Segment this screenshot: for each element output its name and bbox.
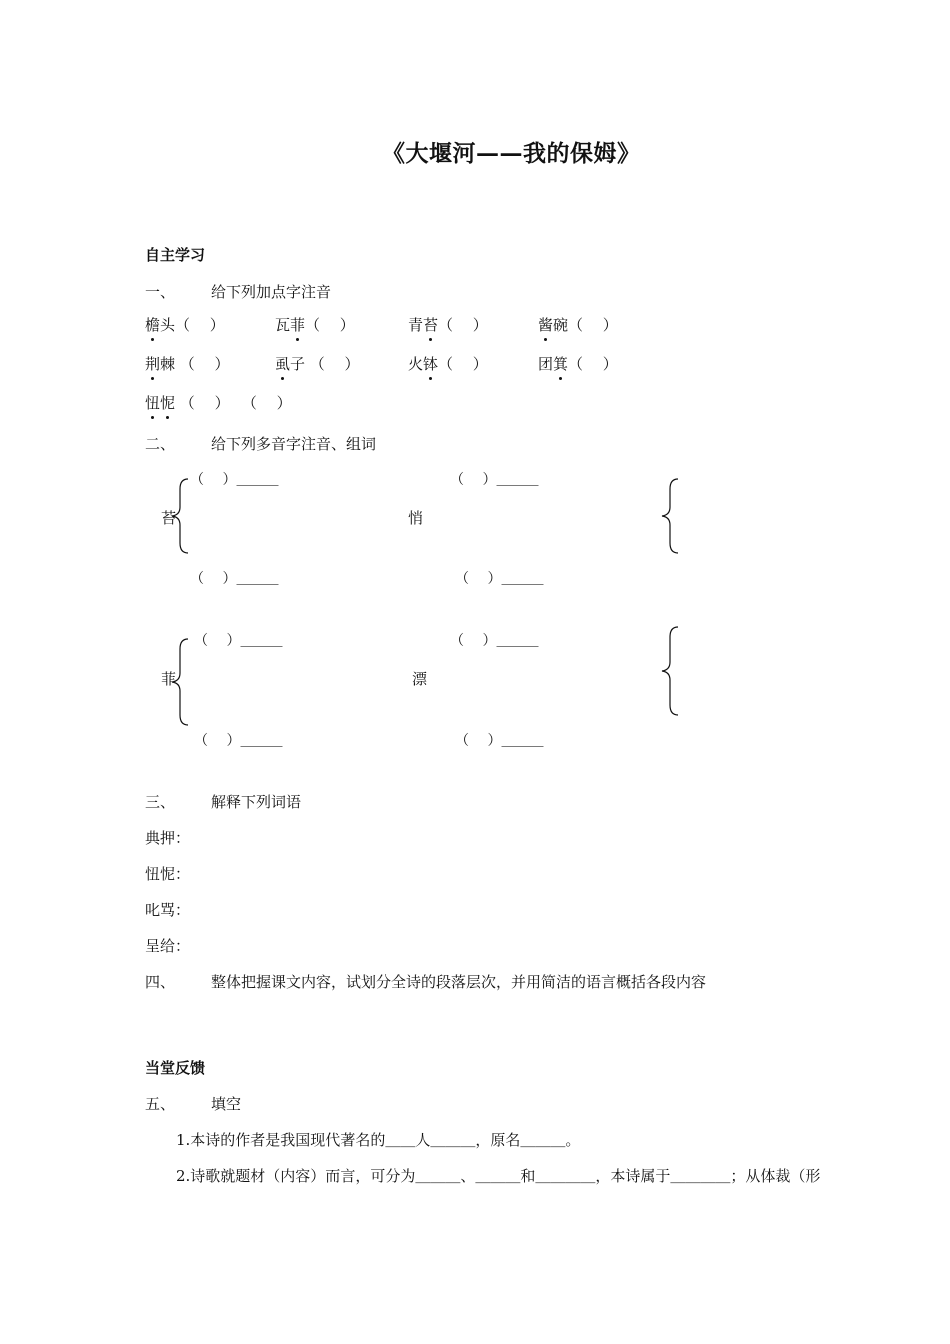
pinyin-item: 荆棘 （ ） [145,355,230,373]
reading-blank: （ ）＿＿＿ [455,733,544,749]
reading-blank: （ ）＿＿＿ [194,633,283,649]
reading-blank: （ ）＿＿＿ [190,571,279,587]
left-brace [658,625,682,717]
question-number: 二、 [145,435,176,453]
question-text: 整体把握课文内容，试划分全诗的段落层次，并用简洁的语言概括各段内容 [211,973,707,991]
reading-blank: （ ）＿＿＿ [450,633,539,649]
pinyin-item: 团箕（ ） [538,355,618,373]
section-heading-self-study: 自主学习 [145,246,206,264]
pinyin-item: 忸怩 （ ） （ ） [145,394,292,412]
polyphonic-char: 菲 [161,670,177,688]
reading-blank: （ ）＿＿＿ [455,571,544,587]
pinyin-item: 青苔（ ） [408,316,488,334]
polyphonic-char: 悄 [408,509,424,527]
pinyin-item: 虱子 （ ） [275,355,360,373]
pinyin-item: 酱碗（ ） [538,316,618,334]
pinyin-item: 瓦菲（ ） [275,316,355,334]
question-number: 一、 [145,283,176,301]
pinyin-item: 檐头（ ） [145,316,225,334]
question-text: 给下列加点字注音 [211,283,332,301]
question-number: 四、 [145,973,176,991]
reading-blank: （ ）＿＿＿ [194,733,283,749]
pinyin-item: 火钵（ ） [408,355,488,373]
fill-in-line: 1.本诗的作者是我国现代著名的＿＿人＿＿＿，原名＿＿＿。 [176,1131,581,1149]
question-text: 给下列多音字注音、组词 [211,435,377,453]
reading-blank: （ ）＿＿＿ [190,472,279,488]
polyphonic-char: 苔 [161,509,177,527]
polyphonic-char: 漂 [412,670,428,688]
term-label: 叱骂： [145,901,191,919]
term-label: 典押： [145,829,191,847]
term-label: 呈给： [145,937,191,955]
left-brace [658,477,682,555]
question-number: 三、 [145,793,176,811]
question-number: 五、 [145,1095,176,1113]
section-heading-feedback: 当堂反馈 [145,1059,206,1077]
fill-in-line: 2.诗歌就题材（内容）而言，可分为＿＿＿、＿＿＿和＿＿＿＿，本诗属于＿＿＿＿；从体裁（形 [176,1167,821,1185]
question-text: 解释下列词语 [211,793,302,811]
term-label: 忸怩： [145,865,191,883]
document-title: 《大堰河——我的保姆》 [382,140,641,167]
question-text: 填空 [211,1095,242,1113]
reading-blank: （ ）＿＿＿ [450,472,539,488]
